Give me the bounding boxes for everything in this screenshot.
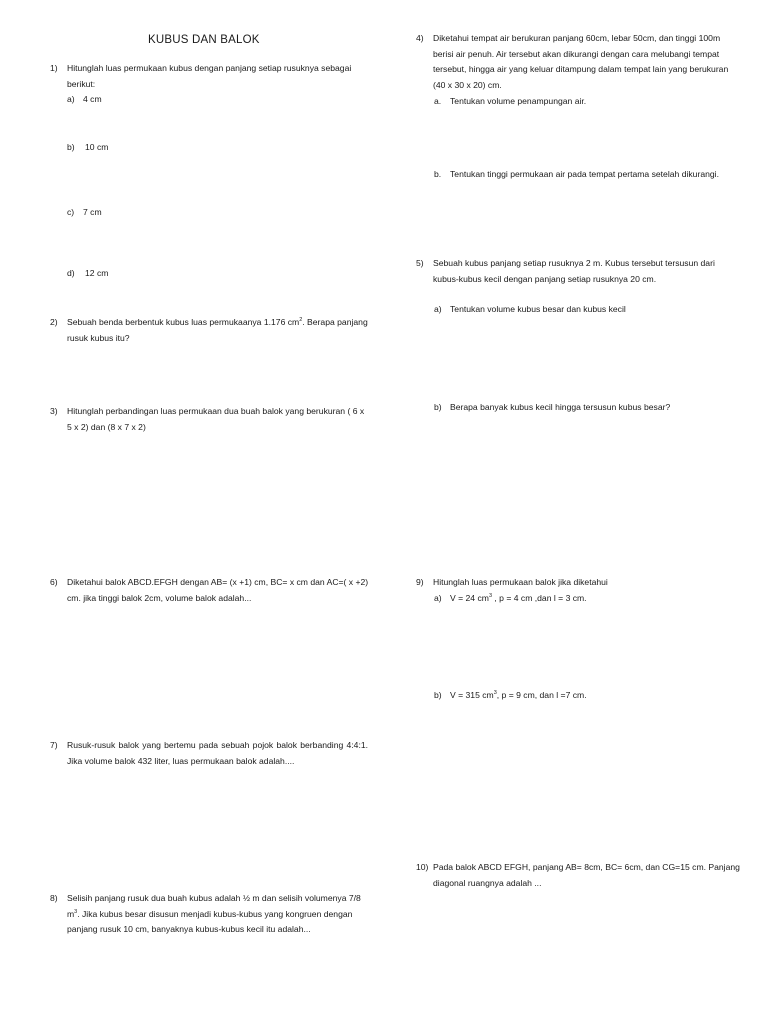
question-1 xyxy=(50,61,370,92)
question-number: 6) xyxy=(50,577,58,587)
superscript: 3 xyxy=(488,593,492,599)
question-number: 1) xyxy=(50,63,58,73)
question-text: Sebuah benda berbentuk kubus luas permukaanya 1.176 cm xyxy=(67,317,300,327)
question-3 xyxy=(50,404,370,435)
superscript: 3 xyxy=(493,690,497,696)
question-text: Diketahui balok ABCD.EFGH dengan AB= (x +1) cm, BC= x cm dan AC=( x +2) cm. jika tinggi balok 2cm, volume balok adalah... xyxy=(67,577,369,603)
question-9 xyxy=(416,575,736,591)
question-7 xyxy=(50,738,368,769)
item-label: b) xyxy=(434,402,442,412)
item-label: a) xyxy=(434,304,442,314)
question-6 xyxy=(50,575,370,606)
superscript: 2 xyxy=(299,317,303,323)
question-9-item-a xyxy=(434,591,587,607)
item-text: 12 cm xyxy=(85,268,109,278)
question-number: 8) xyxy=(50,893,58,903)
question-text: Sebuah kubus panjang setiap rusuknya 2 m. Kubus tersebut tersusun dari kubus-kubus kecil dengan panjang setiap rusuknya 20 cm. xyxy=(433,258,715,284)
question-number: 9) xyxy=(416,577,424,587)
question-text-cont: . Berapa panjang rusuk kubus itu? xyxy=(67,317,368,343)
item-label: b) xyxy=(434,690,442,700)
question-4-item-a xyxy=(434,94,586,110)
question-4-item-b xyxy=(434,167,734,183)
question-text-cont: . Jika kubus besar disusun menjadi kubus-kubus yang kongruen dengan panjang rusuk 10 cm, banyaknya kubus-kubus kecil itu adalah... xyxy=(67,908,353,934)
item-text: Berapa banyak kubus kecil hingga tersusun kubus besar? xyxy=(450,402,671,412)
worksheet-title: KUBUS DAN BALOK xyxy=(148,34,260,46)
item-text: 7 cm xyxy=(83,207,102,217)
item-text: Tentukan volume kubus besar dan kubus kecil xyxy=(450,304,626,314)
question-5-item-a xyxy=(434,302,626,318)
item-text: Tentukan volume penampungan air. xyxy=(450,96,587,106)
item-text: Tentukan tinggi permukaan air pada tempat pertama setelah dikurangi. xyxy=(450,169,719,179)
item-label: a. xyxy=(434,96,442,106)
question-10 xyxy=(416,860,746,891)
item-text: V = 24 cm xyxy=(450,593,489,603)
question-4 xyxy=(416,31,736,93)
item-label: a) xyxy=(67,94,75,104)
question-number: 7) xyxy=(50,740,58,750)
question-1-item-d xyxy=(67,266,108,282)
item-label: b) xyxy=(67,142,75,152)
question-1-item-b xyxy=(67,140,108,156)
question-5 xyxy=(416,256,736,287)
question-text: Rusuk-rusuk balok yang bertemu pada sebuah pojok balok berbanding 4:4:1. Jika volume balok 432 liter, luas permukaan balok adalah.... xyxy=(67,740,368,766)
question-8 xyxy=(50,891,370,938)
question-number: 5) xyxy=(416,258,424,268)
question-text: Hitunglah luas permukaan balok jika diketahui xyxy=(433,577,608,587)
item-text: V = 315 cm xyxy=(450,690,494,700)
question-number: 3) xyxy=(50,406,58,416)
question-9-item-b xyxy=(434,688,587,704)
question-2 xyxy=(50,315,370,346)
item-label: c) xyxy=(67,207,75,217)
question-number: 2) xyxy=(50,317,58,327)
question-number: 10) xyxy=(416,862,429,872)
item-label: d) xyxy=(67,268,75,278)
item-label: b. xyxy=(434,169,442,179)
question-number: 4) xyxy=(416,33,424,43)
question-text: Diketahui tempat air berukuran panjang 60cm, lebar 50cm, dan tinggi 100m berisi air penuh. Air tersebut akan dikurangi dengan cara melubangi tempat tersebut, hingga air yang keluar ditampung dalam tempat lain yang berukuran (40 x 30 x 20) cm. xyxy=(433,33,729,90)
question-5-item-b xyxy=(434,400,670,416)
question-text: Selisih panjang rusuk dua buah kubus adalah ½ m dan selisih volumenya 7/8 m xyxy=(67,893,361,919)
item-text-cont: , p = 4 cm ,dan l = 3 cm. xyxy=(492,593,587,603)
item-text-cont: , p = 9 cm, dan l =7 cm. xyxy=(496,690,587,700)
question-text: Hitunglah luas permukaan kubus dengan panjang setiap rusuknya sebagai berikut: xyxy=(67,63,352,89)
item-label: a) xyxy=(434,593,442,603)
question-text: Pada balok ABCD EFGH, panjang AB= 8cm, BC= 6cm, dan CG=15 cm. Panjang diagonal ruangnya adalah ... xyxy=(433,862,740,888)
question-1-item-a xyxy=(67,92,102,108)
question-text: Hitunglah perbandingan luas permukaan dua buah balok yang berukuran ( 6 x 5 x 2) dan (8 x 7 x 2) xyxy=(67,406,365,432)
item-text: 4 cm xyxy=(83,94,102,104)
question-1-item-c xyxy=(67,205,102,221)
item-text: 10 cm xyxy=(85,142,109,152)
superscript: 3 xyxy=(74,908,78,915)
